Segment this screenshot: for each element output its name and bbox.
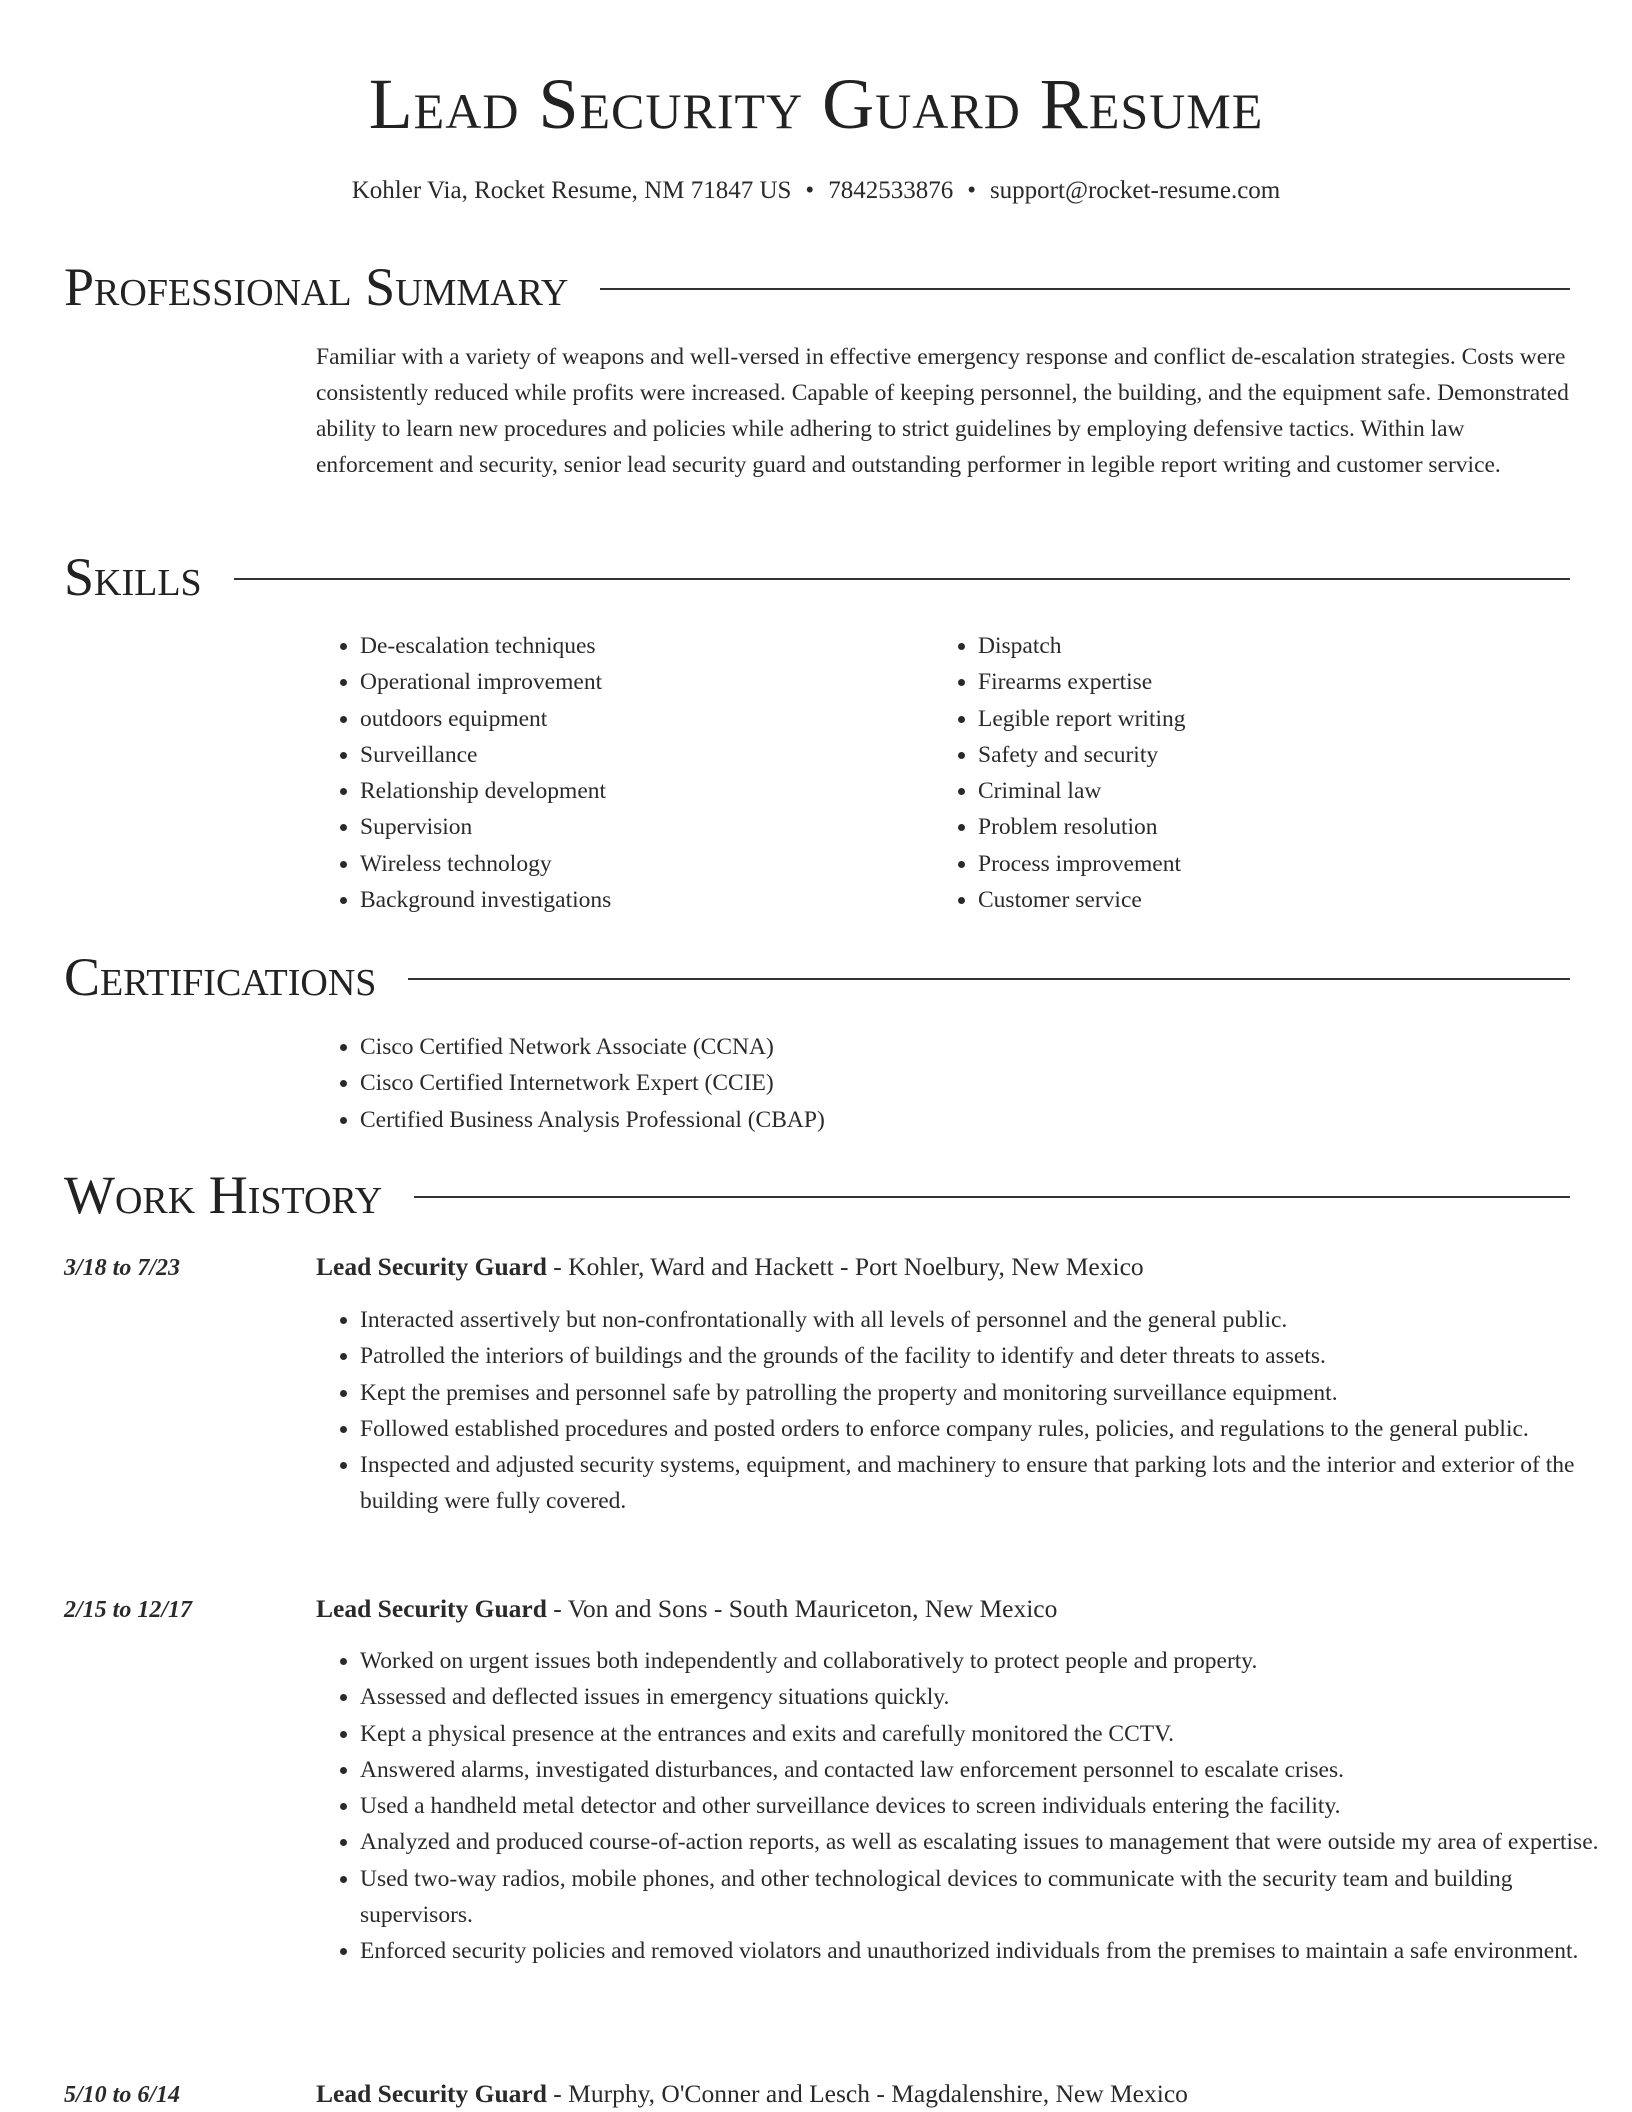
list-item: • De-escalation techniques: [360, 628, 960, 664]
list-item: • Safety and security: [978, 737, 1578, 773]
resume-title: Lead Security Guard Resume: [368, 64, 1264, 144]
contact-phone: 7842533876: [828, 177, 954, 204]
section-divider: [408, 978, 1570, 980]
list-item: • Relationship development: [360, 773, 960, 809]
list-item: • Process improvement: [978, 846, 1578, 882]
list-item: • Answered alarms, investigated disturbances, and contacted law enforcement personnel to escalate crises.: [360, 1752, 1616, 1788]
list-item: • Cisco Certified Internetwork Expert (CCIE): [360, 1065, 1360, 1101]
list-item: • Assessed and deflected issues in emergency situations quickly.: [360, 1679, 1616, 1715]
job-heading: [316, 1250, 1576, 1284]
job-dates: 5/10 to 6/14: [64, 2082, 181, 2108]
contact-line: [0, 174, 1632, 208]
job-details: - Kohler, Ward and Hackett - Port Noelbury, New Mexico: [546, 1252, 1144, 1281]
list-item: • outdoors equipment: [360, 701, 960, 737]
section-divider: [234, 578, 1570, 580]
list-item: • Kept a physical presence at the entrances and exits and carefully monitored the CCTV.: [360, 1716, 1616, 1752]
section-header-summary: [64, 256, 1570, 318]
list-item: • Background investigations: [360, 882, 960, 918]
list-item: • Supervision: [360, 809, 960, 845]
contact-email: support@rocket-resume.com: [989, 177, 1281, 204]
list-item: • Legible report writing: [978, 701, 1578, 737]
job-heading: [316, 1592, 1576, 1626]
section-divider: [600, 288, 1570, 290]
list-item: • Followed established procedures and posted orders to enforce company rules, policies, and regulations to the general public.: [360, 1411, 1616, 1447]
list-item: • Inspected and adjusted security systems, equipment, and machinery to ensure that parking lots and the interior and exterior of the building were fully covered.: [360, 1447, 1616, 1520]
section-title-summary: Professional Summary: [64, 257, 569, 317]
list-item: • Operational improvement: [360, 664, 960, 700]
section-header-certifications: [64, 946, 1570, 1008]
section-title-skills: Skills: [64, 547, 202, 607]
list-item: • Used two-way radios, mobile phones, and other technological devices to communicate with the security team and building supervisors.: [360, 1861, 1616, 1934]
section-header-skills: [64, 546, 1570, 608]
summary-text: Familiar with a variety of weapons and well-versed in effective emergency response and conflict de-escalation strategies. Costs were consistently reduced while profits were increased. Capable of keeping personnel, the building, and the equipment safe. Demonstrated ability to learn new procedures and policies while adhering to strict guidelines by employing defensive tactics. Within law enforcement and security, senior lead security guard and outstanding performer in legible report writing and customer service.: [316, 344, 1569, 478]
list-item: • Analyzed and produced course-of-action reports, as well as escalating issues to management that were outside my area of expertise.: [360, 1824, 1616, 1860]
job-role: Lead Security Guard: [316, 2079, 547, 2108]
job-details: - Von and Sons - South Mauriceton, New Mexico: [546, 1594, 1058, 1623]
list-item: • Used a handheld metal detector and other surveillance devices to screen individuals entering the facility.: [360, 1788, 1616, 1824]
section-header-work: [64, 1164, 1570, 1226]
list-item: • Surveillance: [360, 737, 960, 773]
list-item: • Customer service: [978, 882, 1578, 918]
list-item: • Interacted assertively but non-confrontationally with all levels of personnel and the general public.: [360, 1302, 1616, 1338]
skills-list-right: [934, 628, 1578, 918]
job-role: Lead Security Guard: [316, 1252, 547, 1281]
contact-address: Kohler Via, Rocket Resume, NM 71847 US: [351, 177, 792, 204]
job-dates: 2/15 to 12/17: [64, 1597, 193, 1623]
job-dates: 3/18 to 7/23: [64, 1255, 181, 1281]
job-bullets: [316, 1302, 1616, 1520]
list-item: • Dispatch: [978, 628, 1578, 664]
job-role: Lead Security Guard: [316, 1594, 547, 1623]
job-bullets: [316, 1643, 1616, 1970]
job-details: - Murphy, O'Conner and Lesch - Magdalenshire, New Mexico: [546, 2079, 1188, 2108]
list-item: • Worked on urgent issues both independently and collaboratively to protect people and property.: [360, 1643, 1616, 1679]
job-heading: [316, 2077, 1576, 2111]
list-item: • Patrolled the interiors of buildings and the grounds of the facility to identify and deter threats to assets.: [360, 1338, 1616, 1374]
contact-separator: •: [967, 177, 976, 204]
list-item: • Cisco Certified Network Associate (CCNA): [360, 1029, 1360, 1065]
list-item: • Wireless technology: [360, 846, 960, 882]
list-item: • Problem resolution: [978, 809, 1578, 845]
list-item: • Enforced security policies and removed violators and unauthorized individuals from the premises to maintain a safe environment.: [360, 1933, 1616, 1969]
certifications-list: [316, 1029, 1360, 1138]
section-divider: [414, 1196, 1570, 1198]
list-item: • Kept the premises and personnel safe by patrolling the property and monitoring surveillance equipment.: [360, 1375, 1616, 1411]
contact-separator: •: [805, 177, 815, 204]
list-item: • Criminal law: [978, 773, 1578, 809]
list-item: • Firearms expertise: [978, 664, 1578, 700]
skills-list-left: [316, 628, 960, 918]
section-title-certifications: Certifications: [64, 947, 377, 1007]
section-title-work: Work History: [64, 1165, 383, 1225]
list-item: • Certified Business Analysis Professional (CBAP): [360, 1102, 1360, 1138]
